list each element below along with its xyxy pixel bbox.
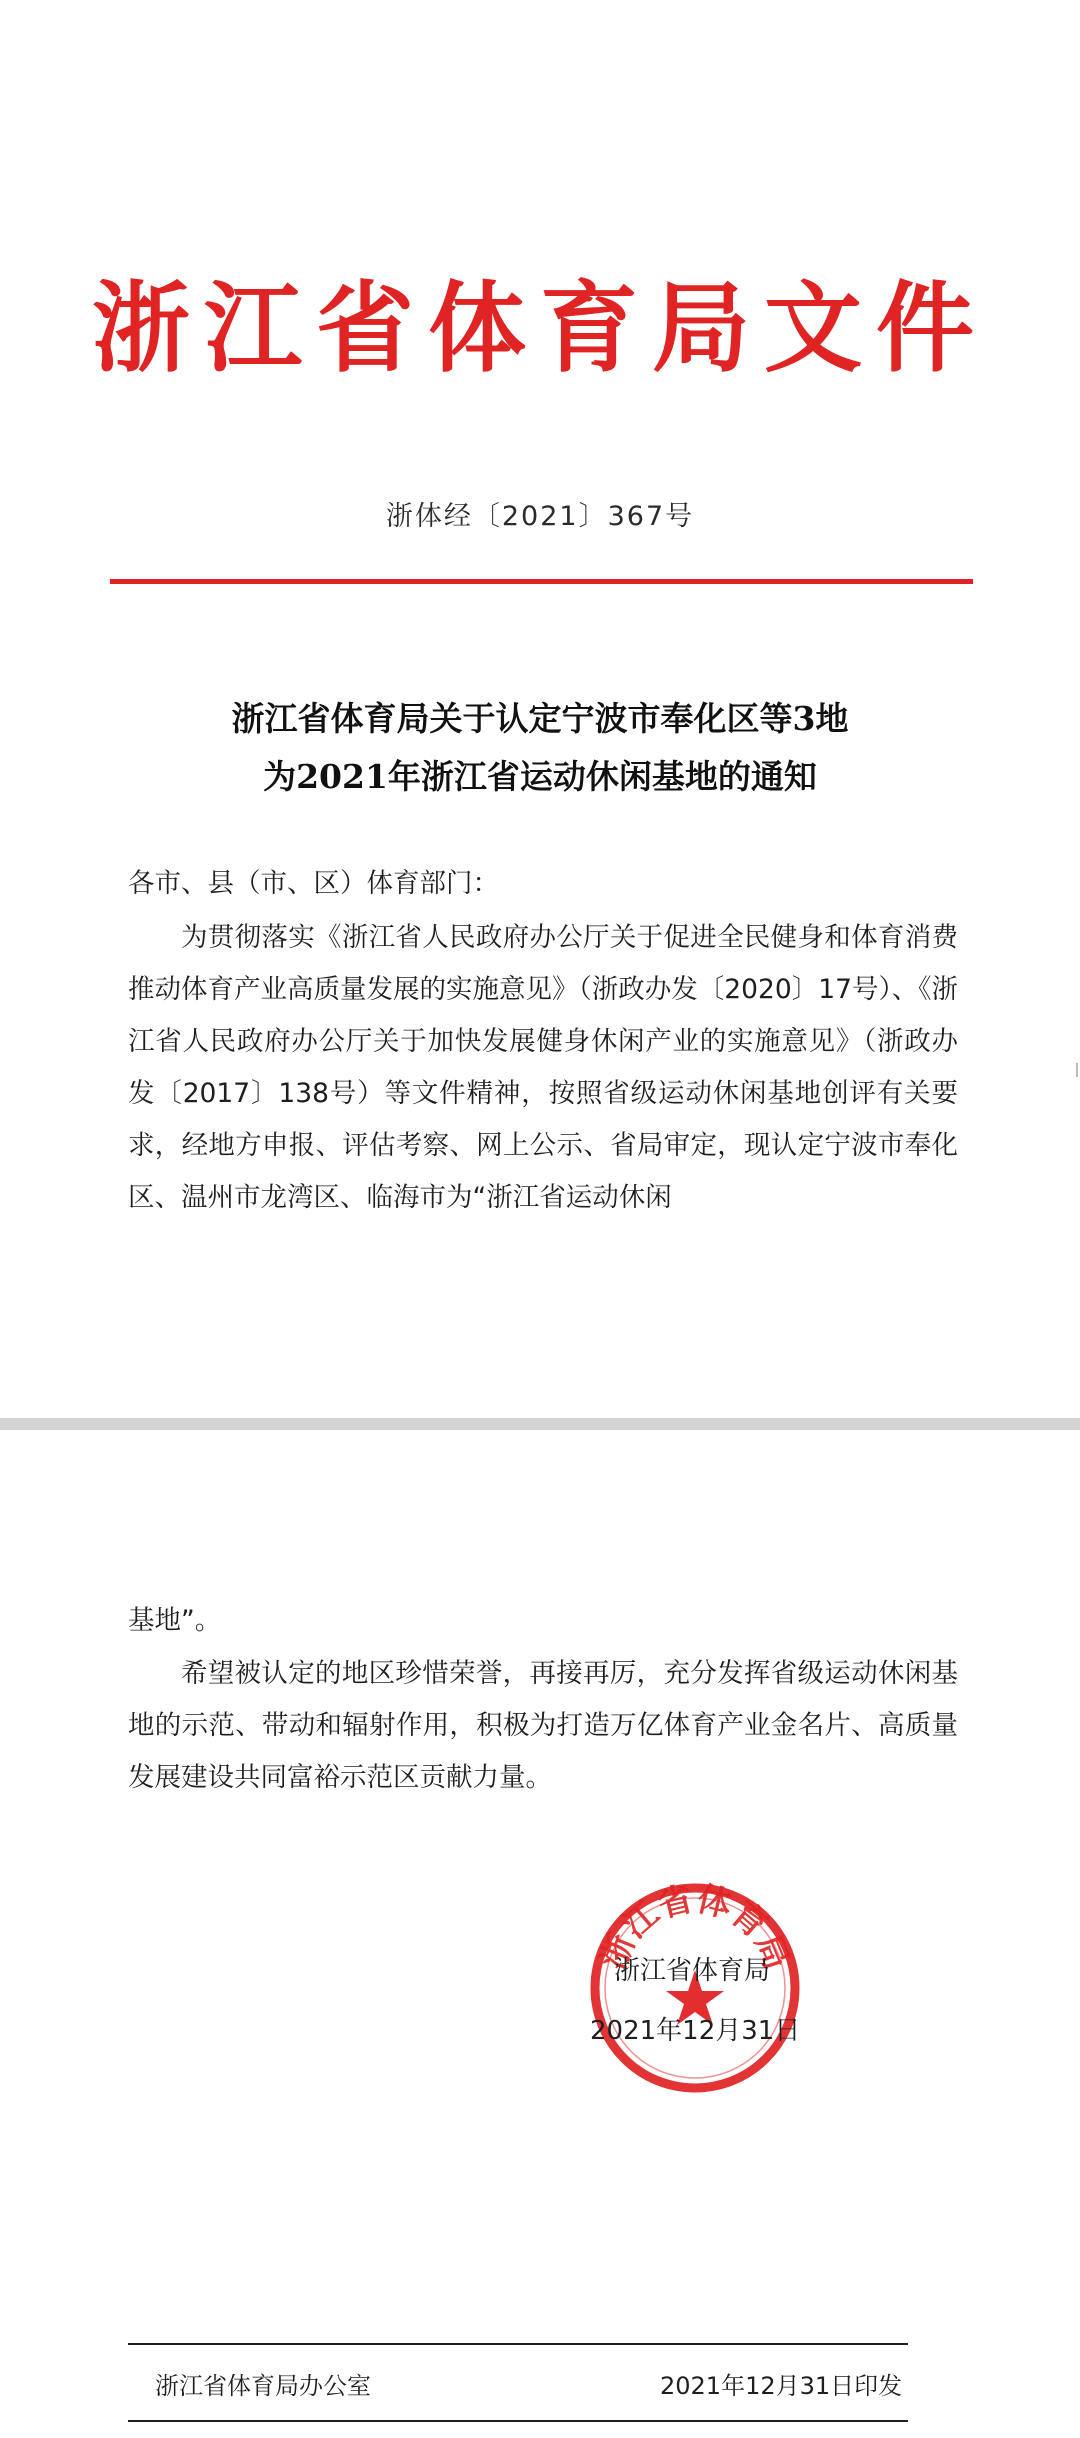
notice-title-line-1: 浙江省体育局关于认定宁波市奉化区等3地	[231, 699, 849, 738]
red-divider	[110, 579, 973, 584]
page-edge-mark	[1076, 1063, 1078, 1077]
notice-title-line-2: 为2021年浙江省运动休闲基地的通知	[263, 757, 817, 796]
signing-date: 2021年12月31日	[590, 2016, 801, 2046]
footer-rule-bottom	[128, 2420, 908, 2422]
document-page-2	[0, 1430, 1080, 2438]
body-paragraph-1: 为贯彻落实《浙江省人民政府办公厅关于促进全民健身和体育消费 推动体育产业高质量发展的实施意见》（浙政办发〔2020〕17号）、《浙江省人民政府办公厅关于加快发展健身休闲产业的实施意见》（浙政办发〔2017〕138号）等文件精神，按照省级运动休闲基地创评有关要求，经地方申报、评估考察、网上公示、省局审定，现认定宁波市奉化区、温州市龙湾区、临海市为“浙江省运动休闲	[128, 922, 958, 1213]
body-paragraph-1-continuation: 基地”。	[128, 1605, 222, 1636]
page-separator	[0, 1418, 1080, 1430]
signing-organization: 浙江省体育局	[614, 1956, 771, 1986]
notice-title	[0, 690, 1080, 806]
document-number: 浙体经〔2021〕367号	[385, 501, 695, 532]
seal-text: 浙江省体育局	[593, 1879, 797, 1976]
footer-issuer: 浙江省体育局办公室	[155, 2372, 371, 2400]
body-paragraph-2: 希望被认定的地区珍惜荣誉，再接再厉，充分发挥省级运动休闲基地的示范、带动和辐射作用，积极为打造万亿体育产业金名片、高质量发展建设共同富裕示范区贡献力量。	[128, 1658, 958, 1793]
footer-rule-top	[128, 2343, 908, 2345]
salutation: 各市、县（市、区）体育部门：	[128, 868, 499, 899]
official-seal-icon	[585, 1878, 805, 2098]
red-header-title: 浙江省体育局文件	[91, 271, 988, 386]
footer-print-date: 2021年12月31日印发	[660, 2372, 903, 2400]
